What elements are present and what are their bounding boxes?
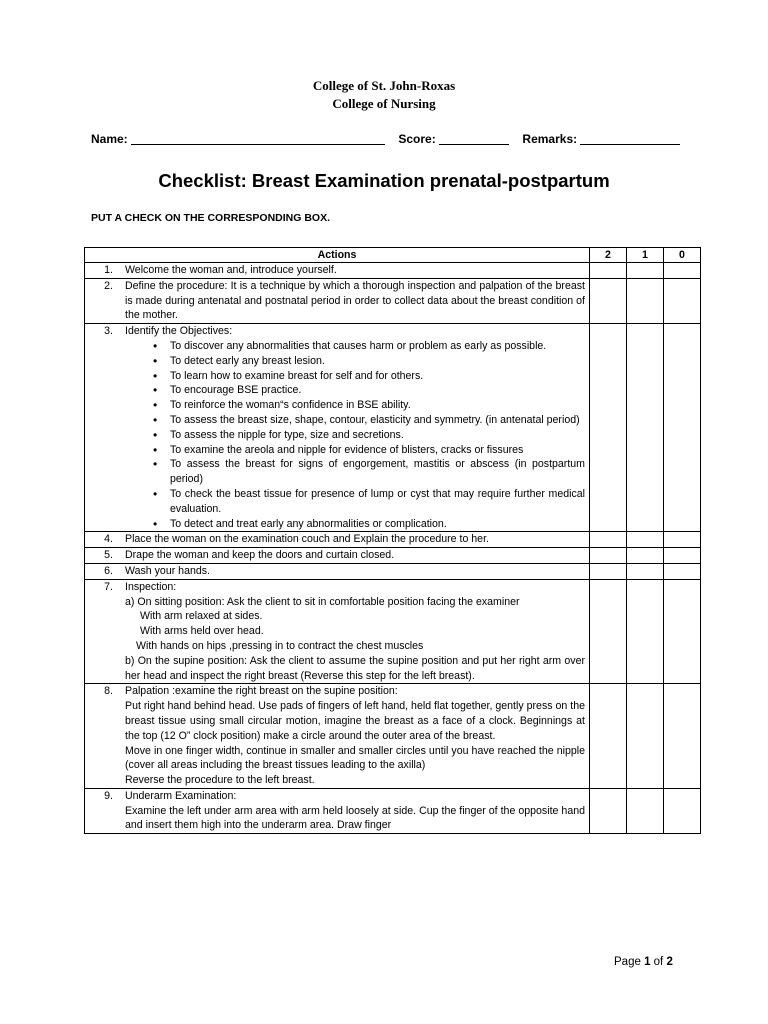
row-line: With arm relaxed at sides.: [140, 610, 263, 623]
department-name: College of Nursing: [332, 96, 436, 111]
score-2-box[interactable]: [590, 548, 627, 564]
header-actions: Actions: [85, 248, 590, 263]
name-field: [131, 132, 385, 145]
table-row: [85, 324, 701, 532]
row-text: Welcome the woman and, introduce yourself.: [125, 264, 337, 276]
score-2-box[interactable]: [590, 579, 627, 684]
score-0-box[interactable]: [664, 263, 701, 279]
score-label: Score:: [398, 132, 436, 146]
row-text: Identify the Objectives:: [125, 325, 233, 338]
score-2-box[interactable]: [590, 532, 627, 548]
table-row: [85, 684, 701, 789]
list-item: • To assess the breast for signs of engorgement, mastitis or abscess (in postpartum period): [153, 457, 585, 487]
header-score-0: 0: [664, 248, 701, 263]
score-2-box[interactable]: [590, 324, 627, 532]
list-item: • To detect and treat early any abnormalities or complication.: [153, 517, 585, 532]
row-line: With arms held over head.: [140, 625, 264, 638]
row-number: 9.: [104, 789, 113, 802]
score-2-box[interactable]: [590, 278, 627, 323]
row-text: Define the procedure: It is a technique by which a thorough inspection and palpation of the breast is made during antenatal and postnatal period in order to collect data about the breast condition of the mother.: [125, 279, 585, 322]
footer-prefix: Page: [614, 956, 645, 968]
score-0-box[interactable]: [664, 532, 701, 548]
remarks-field: [580, 132, 680, 145]
row-number: 6.: [104, 564, 113, 577]
list-item: • To assess the breast size, shape, contour, elasticity and symmetry. (in antenatal period): [153, 413, 585, 428]
table-row: [85, 548, 701, 564]
score-2-box[interactable]: [590, 563, 627, 579]
row-number: 3.: [104, 325, 113, 338]
score-2-box[interactable]: [590, 263, 627, 279]
score-1-box[interactable]: [627, 548, 664, 564]
score-2-box[interactable]: [590, 684, 627, 789]
table-row: [85, 788, 701, 833]
row-number: 8.: [104, 685, 113, 698]
list-item: • To assess the nipple for type, size and secretions.: [153, 428, 585, 443]
row-text: Inspection:: [125, 580, 177, 593]
header-score-1: 1: [627, 248, 664, 263]
score-1-box[interactable]: [627, 278, 664, 323]
score-0-box[interactable]: [664, 563, 701, 579]
row-line: Move in one finger width, continue in smaller and smaller circles until you have reached the nipple (cover all areas including the breast tissues leading to the axilla): [125, 744, 585, 772]
list-item: • To learn how to examine breast for self and for others.: [153, 369, 585, 384]
list-item: • To examine the areola and nipple for evidence of blisters, cracks or fissures: [153, 443, 585, 458]
footer-page-number: 1: [644, 956, 651, 968]
row-line: With hands on hips ,pressing in to contract the chest muscles: [136, 639, 424, 652]
score-1-box[interactable]: [627, 532, 664, 548]
score-1-box[interactable]: [627, 788, 664, 833]
row-line: a) On sitting position: Ask the client to sit in comfortable position facing the examiner: [125, 595, 520, 608]
score-1-box[interactable]: [627, 324, 664, 532]
row-number: 7.: [104, 580, 113, 593]
footer-middle: of: [650, 956, 667, 968]
row-text: Drape the woman and keep the doors and curtain closed.: [125, 549, 395, 562]
footer-page-total: 2: [666, 956, 673, 968]
row-text: Palpation :examine the right breast on the supine position:: [125, 685, 398, 698]
row-number: 5.: [104, 549, 113, 562]
row-line: Examine the left under arm area with arm held loosely at side. Cup the finger of the opposite hand and insert them high into the underarm area. Draw finger: [125, 804, 585, 832]
row-text: Wash your hands.: [125, 564, 210, 577]
row-text: Place the woman on the examination couch and Explain the procedure to her.: [125, 533, 489, 546]
row-number: 2.: [104, 279, 113, 292]
list-item: • To encourage BSE practice.: [153, 383, 585, 398]
score-1-box[interactable]: [627, 579, 664, 684]
score-0-box[interactable]: [664, 684, 701, 789]
score-0-box[interactable]: [664, 278, 701, 323]
list-item: • To check the beast tissue for presence of lump or cyst that may require further medical evaluation.: [153, 487, 585, 517]
score-0-box[interactable]: [664, 548, 701, 564]
row-text: Underarm Examination:: [125, 789, 237, 802]
instruction-text: PUT A CHECK ON THE CORRESPONDING BOX.: [91, 212, 330, 224]
row-line: b) On the supine position: Ask the client to assume the supine position and put her right arm over her head and inspect the right breast (Reverse this step for the left breast).: [125, 654, 585, 682]
table-row: [85, 278, 701, 323]
checklist-table: [84, 247, 701, 834]
remarks-label: Remarks:: [522, 132, 578, 146]
list-item: • To reinforce the woman“s confidence in BSE ability.: [153, 398, 585, 413]
table-row: [85, 532, 701, 548]
score-0-box[interactable]: [664, 788, 701, 833]
college-name: College of St. John-Roxas: [312, 78, 456, 93]
list-item: • To discover any abnormalities that causes harm or problem as early as possible.: [153, 339, 585, 354]
score-field: [439, 132, 509, 145]
row-number: 1.: [104, 264, 113, 276]
page-footer: [614, 956, 673, 968]
row-line: Put right hand behind head. Use pads of fingers of left hand, held flat together, gently press on the breast tissue using small circular motion, imagine the breast as a face of a clock. Beginnings at the top (12 O” clock position) make a circle around the outer area of the breast.: [125, 700, 585, 742]
name-label: Name:: [91, 132, 128, 146]
score-1-box[interactable]: [627, 684, 664, 789]
score-0-box[interactable]: [664, 579, 701, 684]
score-2-box[interactable]: [590, 788, 627, 833]
page-title: Checklist: Breast Examination prenatal-postpartum: [158, 170, 610, 191]
table-row: [85, 263, 701, 279]
score-1-box[interactable]: [627, 263, 664, 279]
row-number: 4.: [104, 533, 113, 546]
objectives-list: [125, 339, 585, 531]
table-header-row: [85, 248, 701, 263]
table-row: [85, 579, 701, 684]
info-line: [91, 132, 701, 146]
row-line: Reverse the procedure to the left breast.: [125, 774, 315, 787]
table-row: [85, 563, 701, 579]
header-score-2: 2: [590, 248, 627, 263]
list-item: • To detect early any breast lesion.: [153, 354, 585, 369]
score-0-box[interactable]: [664, 324, 701, 532]
score-1-box[interactable]: [627, 563, 664, 579]
